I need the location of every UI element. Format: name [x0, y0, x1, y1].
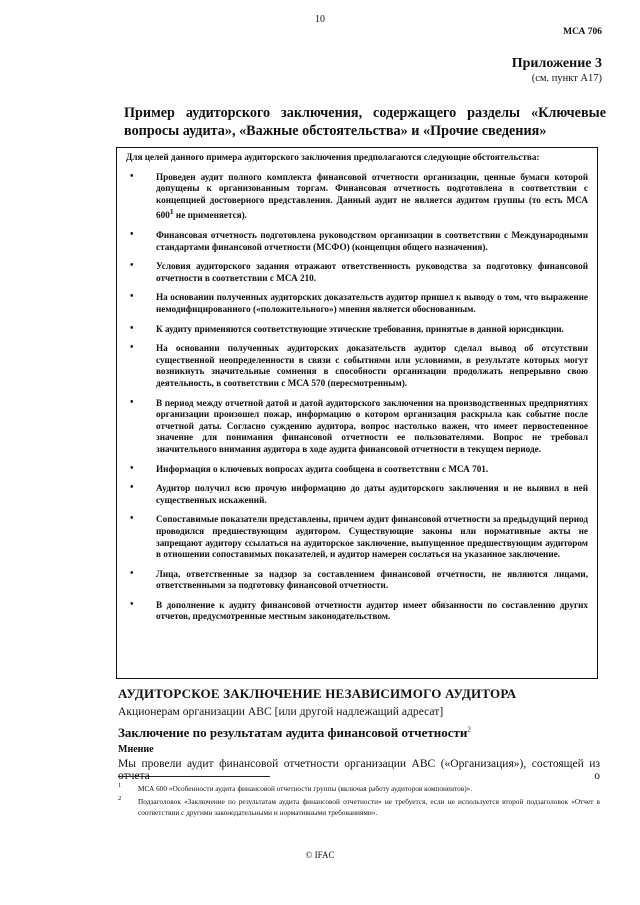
footnote-text: Подзаголовок «Заключение по результатам аудита финансовой отчетности» не требуется, если не используется второй подзаголовок «Отчет в соответствии с другими законодательными и нормативными требованиями». — [138, 797, 600, 817]
list-item — [126, 464, 588, 476]
bullet-icon: • — [130, 342, 134, 354]
opinion-heading: Мнение — [118, 744, 154, 755]
list-item — [126, 569, 588, 592]
bullet-icon: • — [130, 567, 134, 579]
list-item — [126, 600, 588, 623]
list-item-text: Условия аудиторского задания отражают ответственность руководства за подготовку финансовой отчетности в соответствии с МСА 210. — [156, 261, 588, 283]
list-item — [126, 172, 588, 222]
section-title — [118, 725, 471, 741]
report-addressee: Акционерам организации ABC [или другой надлежащий адресат] — [118, 705, 444, 718]
bullet-icon: • — [130, 482, 134, 494]
bullet-icon: • — [130, 396, 134, 408]
section-title-text: Заключение по результатам аудита финансовой отчетности — [118, 725, 468, 740]
list-item — [126, 483, 588, 506]
footnote-text: МСА 600 «Особенности аудита финансовой отчетности группы (включая работу аудиторов компонентов)». — [138, 784, 473, 793]
bullet-icon: • — [130, 598, 134, 610]
bullet-icon: • — [130, 322, 134, 334]
bullet-icon: • — [130, 170, 134, 182]
footnote — [118, 783, 600, 794]
footnote-mark: 2 — [118, 795, 122, 802]
circumstances-list — [126, 172, 588, 623]
example-heading: Пример аудиторского заключения, содержащего разделы «Ключевые вопросы аудита», «Важные обстоятельства» и «Прочие сведения» — [124, 105, 606, 139]
list-item-text: На основании полученных аудиторских доказательств аудитор пришел к выводу о том, что выражение немодифицированного («положительного») мнения является обоснованным. — [156, 292, 588, 314]
appendix-title: Приложение 3 — [511, 56, 602, 71]
appendix-reference: (см. пункт А17) — [531, 73, 602, 84]
list-item — [126, 343, 588, 389]
list-item — [126, 292, 588, 315]
circumstances-intro: Для целей данного примера аудиторского заключения предполагаются следующие обстоятельства: — [126, 152, 540, 162]
footnote-ref: 1 — [169, 207, 174, 217]
list-item — [126, 261, 588, 284]
list-item — [126, 514, 588, 560]
list-item-text: В период между отчетной датой и датой аудиторского заключения на производственных предприятиях организации произошел пожар, информацию о котором организация раскрыла как событие после отчетной даты. Согласно суждению аудитора, вопрос настолько важен, что имеет первостепенное значение для понимания финансовой отчетности ее пользователями. Вопрос не требовал значительного внимания аудитора в ходе аудита финансовой отчетности в текущем периоде. — [156, 397, 588, 454]
bullet-icon: • — [130, 229, 134, 241]
bullet-icon: • — [130, 462, 134, 474]
list-item-text-tail: не применяется). — [173, 210, 247, 221]
page-number: 10 — [315, 14, 325, 25]
standard-code: МСА 706 — [563, 27, 602, 37]
list-item-text: Лица, ответственные за надзор за составлением финансовой отчетности, не являются лицами, ответственными за подготовку финансовой отчетности. — [156, 568, 588, 591]
list-item-text: К аудиту применяются соответствующие этические требования, принятые в данной юрисдикции. — [156, 323, 564, 334]
footnote-ref: 2 — [467, 725, 471, 734]
list-item-text: Финансовая отчетность подготовлена руководством организации в соответствии с Международными стандартами финансовой отчетности (МСФО) (концепция общего назначения). — [156, 230, 588, 252]
opinion-text: Мы провели аудит финансовой отчетности организации ABC («Организация»), состоящей из отчета о — [118, 758, 600, 782]
list-item-text: Проведен аудит полного комплекта финансовой отчетности организации, ценные бумаги которой допущены к организованным торгам. Финансовая отчетность подготовлена в соответствии с концепцией достоверного представления. Данный аудит не является аудитом группы (то есть МСА 600 — [156, 171, 588, 221]
report-title: АУДИТОРСКОЕ ЗАКЛЮЧЕНИЕ НЕЗАВИСИМОГО АУДИТОРА — [118, 686, 517, 701]
list-item-text: На основании полученных аудиторских доказательств аудитор сделал вывод об отсутствии существенной неопределенности в связи с событиями или условиями, в результате которых могут возникнуть значительные сомнения в способности организации продолжать непрерывно свою деятельность, в соответствии с МСА 570 (пересмотренным). — [156, 343, 588, 388]
list-item — [126, 230, 588, 253]
bullet-icon: • — [130, 260, 134, 272]
list-item-text: Аудитор получил всю прочую информацию до даты аудиторского заключения и не выявил в ней существенных искажений. — [156, 483, 588, 505]
list-item — [126, 324, 588, 336]
bullet-icon: • — [130, 513, 134, 525]
list-item-text: Информация о ключевых вопросах аудита сообщена в соответствии с МСА 701. — [156, 463, 489, 474]
list-item-text: В дополнение к аудиту финансовой отчетности аудитор имеет обязанности по составлению других отчетов, предусмотренные местным законодательством. — [156, 599, 588, 622]
footnote-mark: 1 — [118, 782, 122, 789]
list-item — [126, 398, 588, 456]
circumstances-box — [116, 147, 598, 679]
copyright: © IFAC — [305, 850, 335, 860]
footnote — [118, 796, 600, 818]
bullet-icon: • — [130, 291, 134, 303]
list-item-text: Сопоставимые показатели представлены, причем аудит финансовой отчетности за предыдущий период проводился предшествующим аудитором. Существующие законы или нормативные акты не запрещают аудитору ссылаться на аудиторское заключение, выпущенное предшествующим аудитором в отношении сопоставимых показателей, и аудитор намерен сослаться на указанное заключение. — [156, 514, 588, 560]
footnote-divider — [118, 776, 270, 777]
